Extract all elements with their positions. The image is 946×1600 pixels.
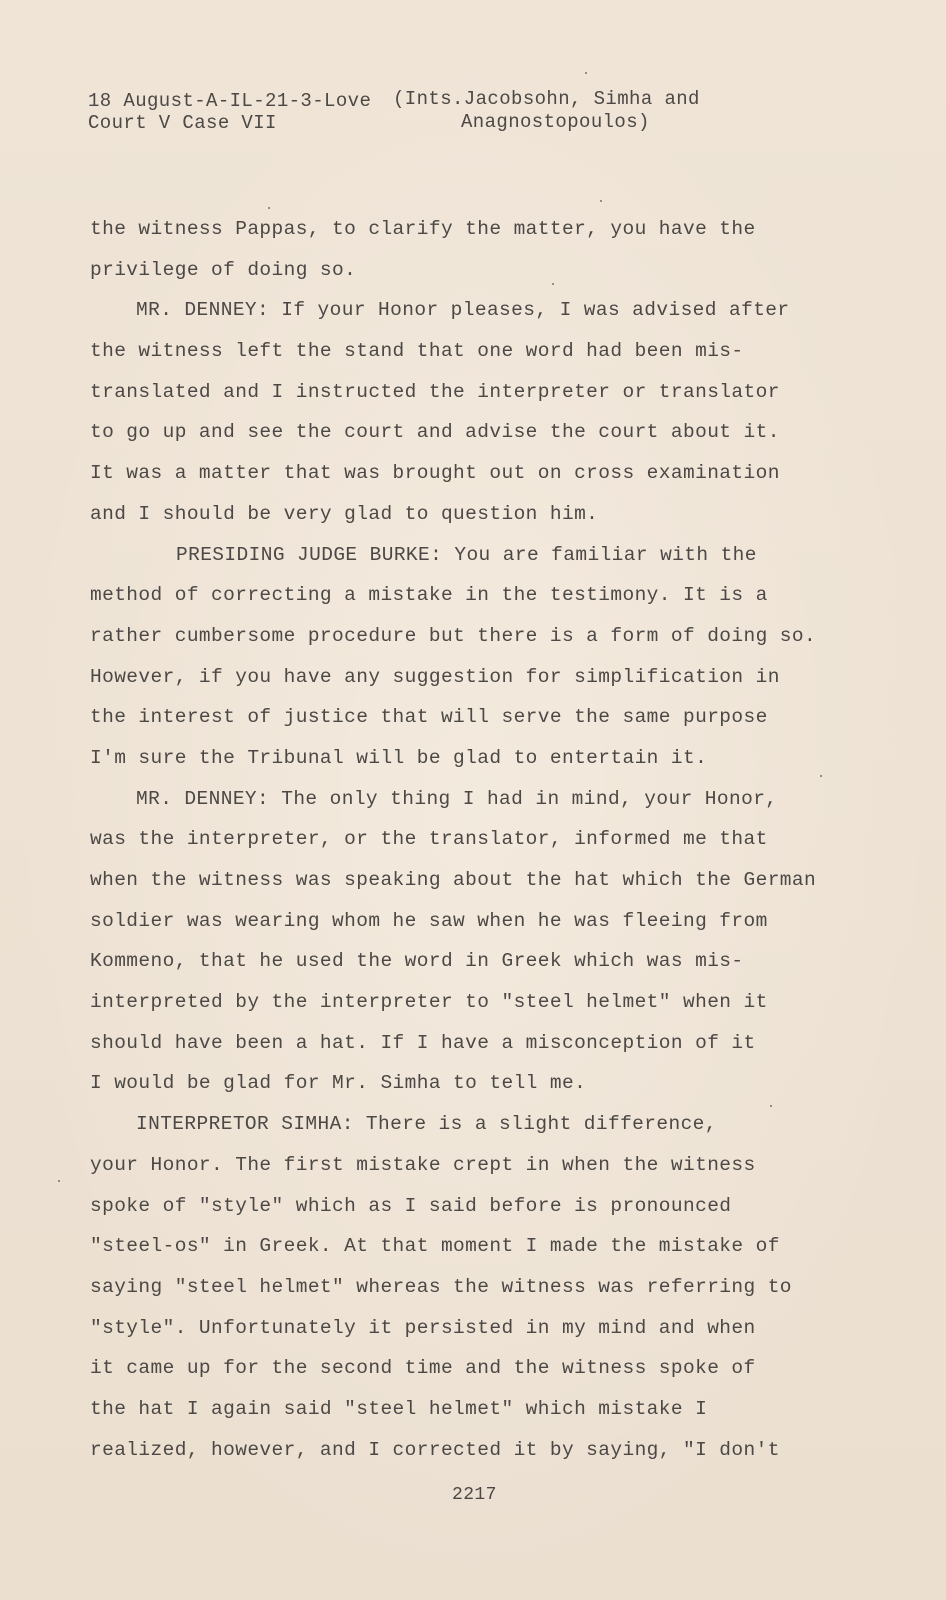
transcript-line: MR. DENNEY: If your Honor pleases, I was advised after	[136, 299, 790, 322]
transcript-line: rather cumbersome procedure but there is a form of doing so.	[90, 624, 817, 647]
transcript-line: soldier was wearing whom he saw when he was fleeing from	[90, 909, 768, 932]
transcript-line: interpreted by the interpreter to "steel helmet" when it	[90, 991, 768, 1014]
transcript-line: saying "steel helmet" whereas the witness was referring to	[90, 1275, 792, 1298]
transcript-line: "style". Unfortunately it persisted in my mind and when	[90, 1316, 756, 1339]
header-court-case: Court V Case VII	[88, 112, 277, 134]
transcript-line: the witness left the stand that one word had been mis-	[90, 340, 744, 363]
transcript-line: your Honor. The first mistake crept in when the witness	[90, 1153, 756, 1176]
paper-speck	[585, 72, 587, 74]
transcript-line: "steel-os" in Greek. At that moment I made the mistake of	[90, 1235, 780, 1258]
transcript-line: the witness Pappas, to clarify the matter, you have the	[90, 218, 756, 240]
paper-speck	[600, 200, 602, 202]
transcript-line: should have been a hat. If I have a misconception of it	[90, 1031, 756, 1054]
transcript-line: INTERPRETOR SIMHA: There is a slight difference,	[136, 1113, 717, 1136]
document-header	[88, 90, 371, 134]
transcript-line: realized, however, and I corrected it by saying, "I don't	[90, 1438, 780, 1461]
transcript-line: Kommeno, that he used the word in Greek which was mis-	[90, 950, 744, 973]
transcript-line: to go up and see the court and advise the court about it.	[90, 421, 780, 444]
transcript-line: It was a matter that was brought out on cross examination	[90, 462, 780, 485]
transcript-line: MR. DENNEY: The only thing I had in mind, your Honor,	[136, 787, 778, 810]
paper-speck	[820, 775, 822, 777]
header-reference: 18 August-A-IL-21-3-Love	[88, 90, 372, 112]
transcript-body	[90, 209, 850, 1470]
transcript-line: I would be glad for Mr. Simha to tell me.	[90, 1072, 587, 1095]
paper-speck	[58, 1180, 60, 1182]
transcript-line: PRESIDING JUDGE BURKE: You are familiar with the	[176, 543, 757, 566]
paper-speck	[770, 1105, 772, 1107]
transcript-line: However, if you have any suggestion for simplification in	[90, 665, 780, 688]
transcript-line: translated and I instructed the interpreter or translator	[90, 380, 780, 403]
header-interpreters	[393, 88, 700, 134]
transcript-line: method of correcting a mistake in the testimony. It is a	[90, 584, 768, 607]
header-interpreters-line1: (Ints.Jacobsohn, Simha and	[393, 88, 700, 110]
transcript-line: I'm sure the Tribunal will be glad to entertain it.	[90, 746, 708, 769]
transcript-line: and I should be very glad to question him.	[90, 502, 599, 525]
header-interpreters-line2: Anagnostopoulos)	[461, 111, 650, 133]
page-number: 2217	[452, 1485, 497, 1505]
transcript-line: spoke of "style" which as I said before is pronounced	[90, 1194, 732, 1217]
paper-speck	[268, 207, 270, 209]
transcript-line: the hat I again said "steel helmet" which mistake I	[90, 1397, 708, 1420]
transcript-line: was the interpreter, or the translator, informed me that	[90, 828, 768, 851]
transcript-line: it came up for the second time and the witness spoke of	[90, 1357, 756, 1380]
transcript-line: the interest of justice that will serve the same purpose	[90, 706, 768, 729]
paper-speck	[552, 283, 554, 285]
transcript-line: privilege of doing so.	[90, 258, 357, 281]
transcript-line: when the witness was speaking about the hat which the German	[90, 869, 817, 891]
